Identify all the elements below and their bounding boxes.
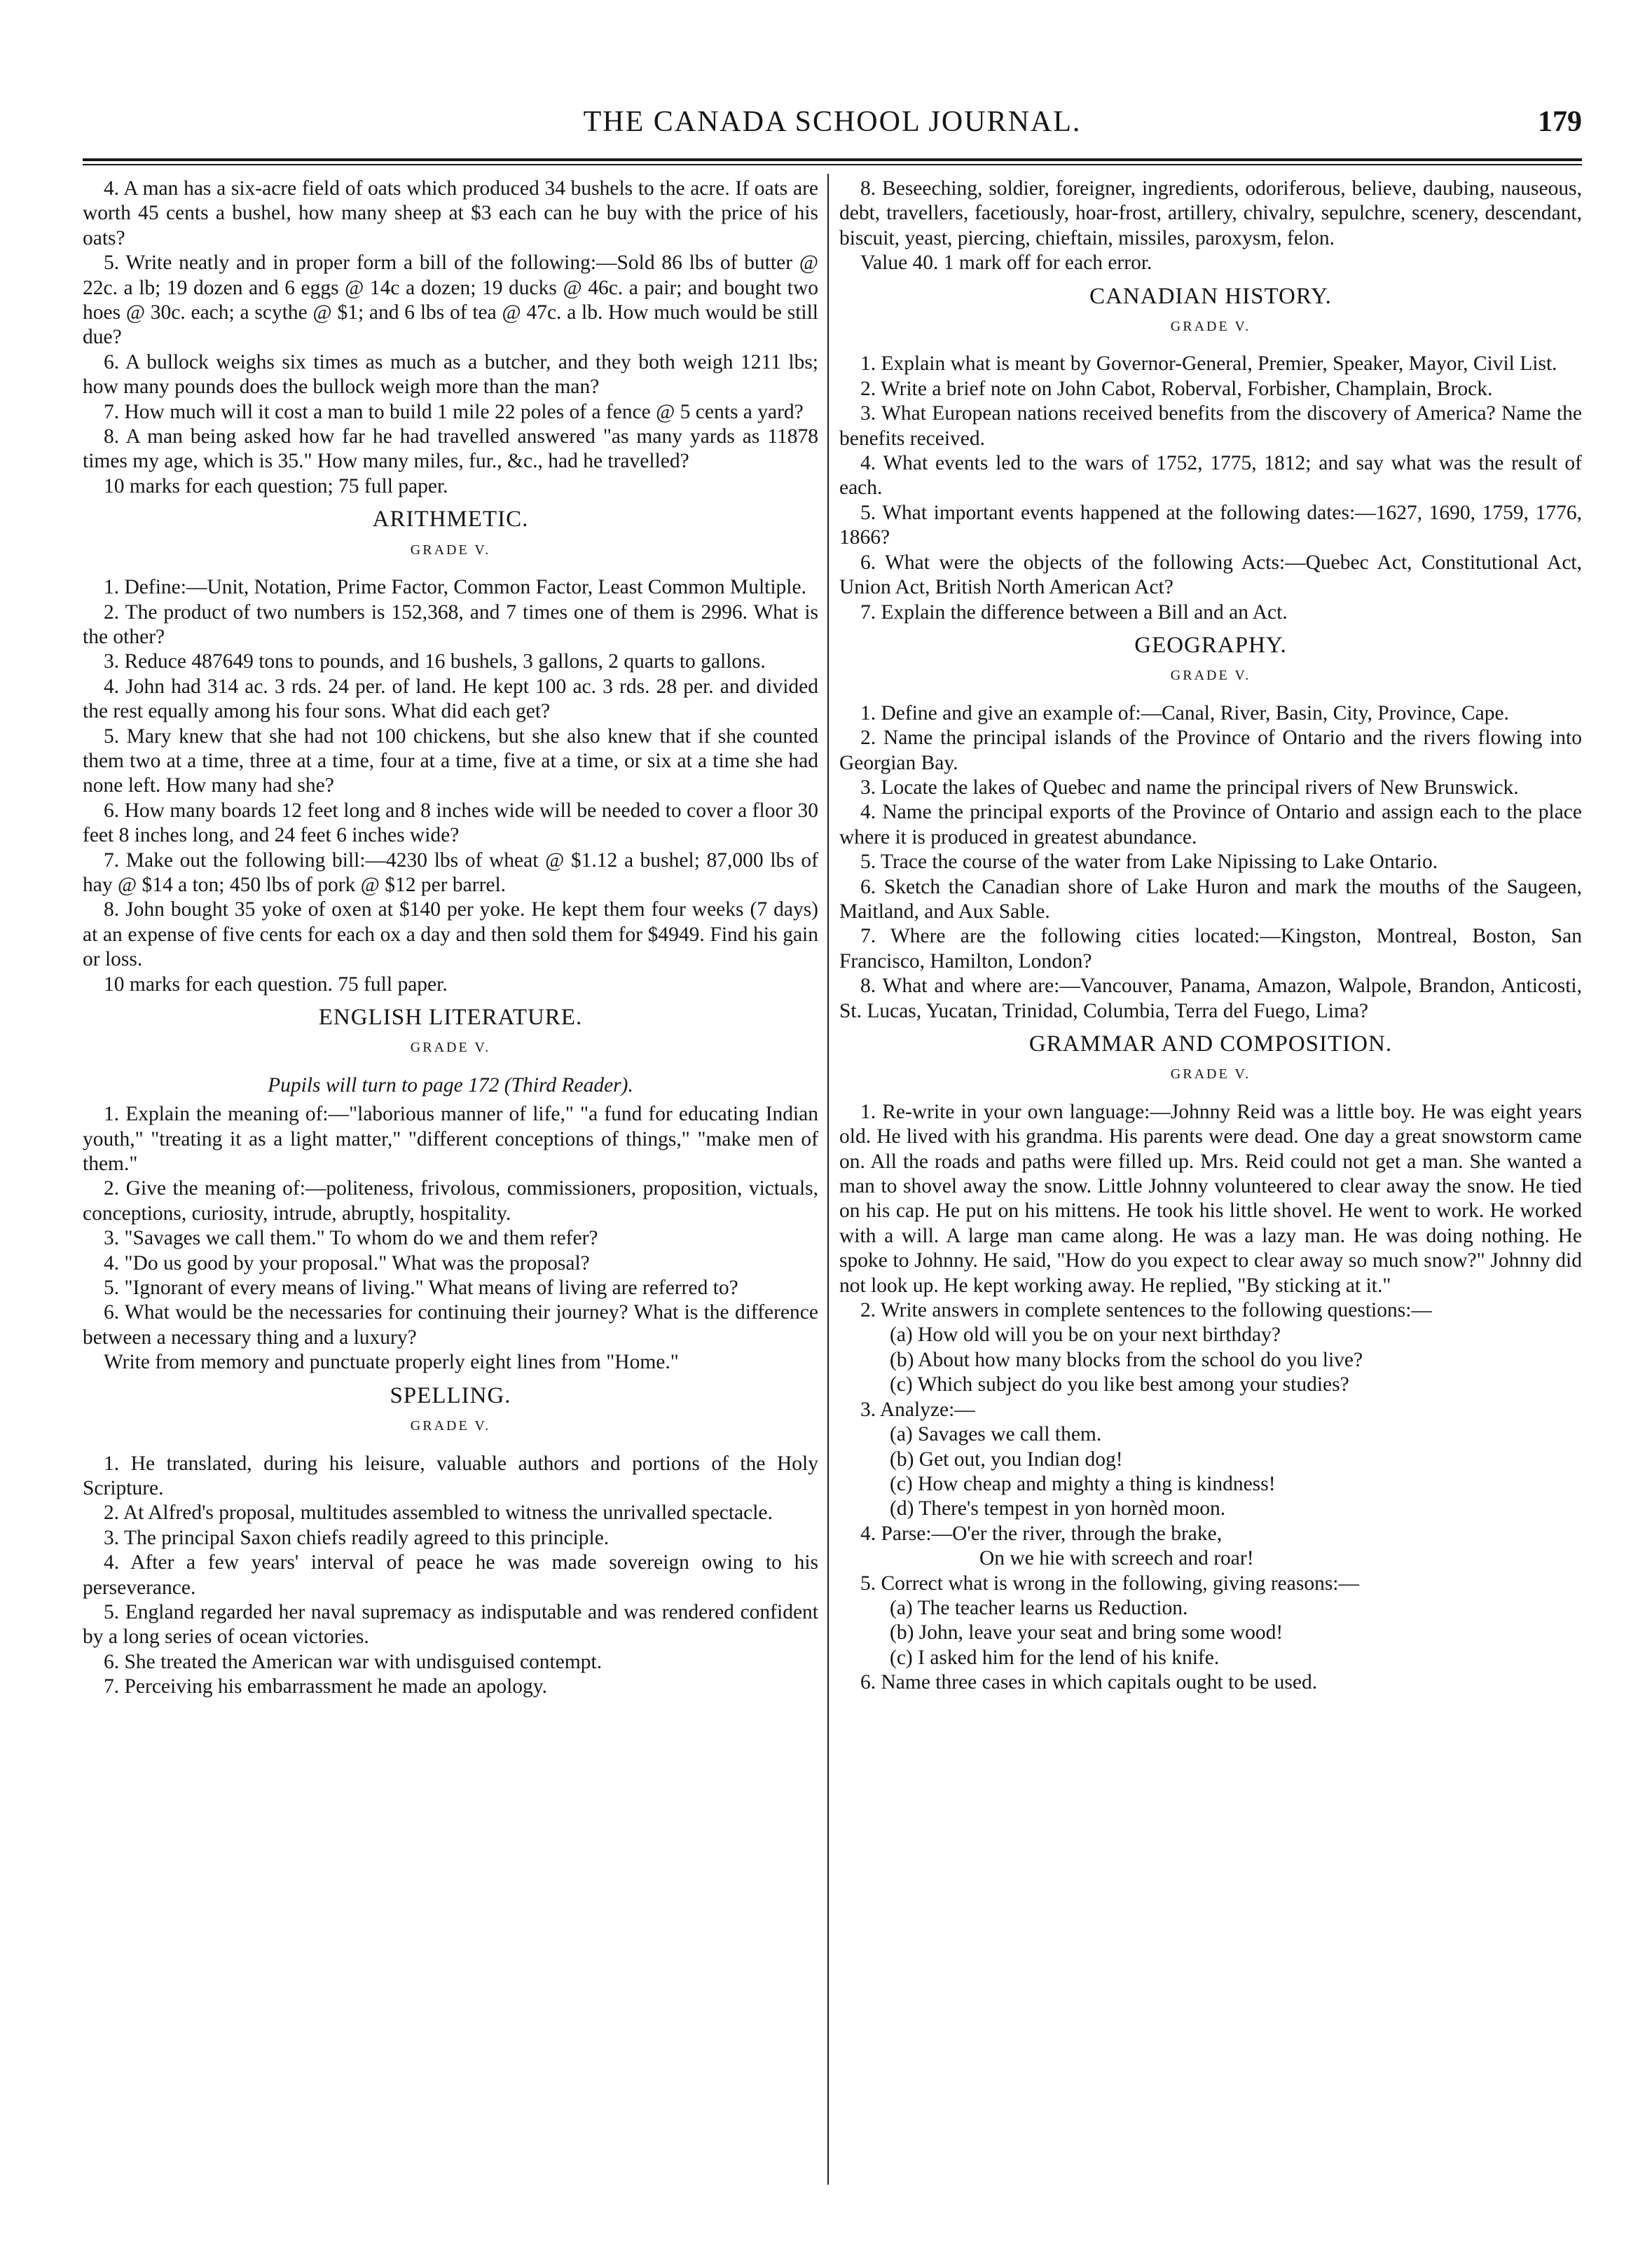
arithmetic-item: 4. John had 314 ac. 3 rds. 24 per. of land. He kept 100 ac. 3 rds. 28 per. and divided the rest equally among his four sons. What did each get? (83, 675, 818, 723)
grammar-question: 1. Re-write in your own language:—Johnny Reid was a little boy. He was eight years old. He lived with his grandma. His parents were dead. One day a great snowstorm came on. All the roads and paths were filled up. Mrs. Reid could not get a man. She wanted a man to shovel away the snow. Little Johnny volunteered to clear away the snow. He tied on his cap. He put on his mittens. He took his little shovel. He went to work. He worked with a will. A large man came along. He was a lazy man. He was doing nothing. He spoke to Johnny. He said, "How do you expect to clear away so much snow?" Johnny did not look up. He kept working away. He replied, "By sticking at it." (839, 1100, 1582, 1297)
spelling-item: 6. She treated the American war with undisguised contempt. (104, 1650, 603, 1673)
history-item: 2. Write a brief note on John Cabot, Roberval, Forbisher, Champlain, Brock. (860, 377, 1493, 400)
section-heading-english: ENGLISH LITERATURE. (318, 1005, 583, 1030)
column-divider (827, 174, 829, 2185)
left-column (83, 177, 818, 1700)
history-item: 5. What important events happened at the following dates:—1627, 1690, 1759, 1776, 1866? (839, 501, 1582, 549)
section-heading-grammar: GRAMMAR AND COMPOSITION. (1028, 1031, 1393, 1057)
grammar-subitem: (b) About how many blocks from the school do you live? (890, 1348, 1363, 1371)
grammar-subitem: (b) John, leave your seat and bring some wood! (890, 1621, 1283, 1644)
grammar-subitem: (d) There's tempest in yon hornèd moon. (890, 1497, 1226, 1520)
arith-cont-item: 5. Write neatly and in proper form a bill of the following:—Sold 86 lbs of butter @ 22c. a lb; 19 dozen and 6 eggs @ 14c a dozen; 19 ducks @ 46c. a pair; and bought two hoes @ 30c. each; a scythe @ $1; and 6 lbs of tea @ 47c. a lb. How much would be still due? (83, 252, 818, 349)
geography-item: 8. What and where are:—Vancouver, Panama, Amazon, Walpole, Brandon, Anticosti, St. Lucas, Yucatan, Trinidad, Columbia, Terra del Fuego, Lima? (839, 975, 1582, 1022)
arith-cont-item: 4. A man has a six-acre field of oats which produced 34 bushels to the acre. If oats are worth 45 cents a bushel, how many sheep at $3 each can he buy with the price of his oats? (83, 177, 818, 249)
header-rule-thin (83, 164, 1582, 165)
geography-item: 7. Where are the following cities located:—Kingston, Montreal, Boston, San Francisco, Hamilton, London? (839, 925, 1582, 973)
grade-label: GRADE V. (1170, 668, 1251, 684)
grade-label: GRADE V. (1170, 319, 1251, 335)
english-item: 5. "Ignorant of every means of living." What means of living are referred to? (104, 1277, 738, 1300)
grammar-question: 3. Analyze:— (860, 1398, 975, 1421)
geography-item: 2. Name the principal islands of the Province of Ontario and the rivers flowing into Georgian Bay. (839, 727, 1582, 774)
grammar-question: 6. Name three cases in which capitals ought to be used. (860, 1671, 1318, 1694)
section-heading-history: CANADIAN HISTORY. (1089, 283, 1332, 309)
grammar-subitem: (a) Savages we call them. (890, 1423, 1102, 1446)
section-heading-geography: GEOGRAPHY. (1134, 632, 1287, 658)
grammar-question: 5. Correct what is wrong in the following, giving reasons:— (860, 1572, 1359, 1595)
history-item: 7. Explain the difference between a Bill and an Act. (860, 600, 1288, 624)
arithmetic-item: 7. Make out the following bill:—4230 lbs of wheat @ $1.12 a bushel; 87,000 lbs of hay @ $14 a ton; 450 lbs of pork @ $12 per barrel. (83, 848, 818, 896)
right-column (839, 177, 1582, 1696)
spelling-item: 7. Perceiving his embarrassment he made an apology. (104, 1675, 547, 1698)
arithmetic-item: 6. How many boards 12 feet long and 8 inches wide will be needed to cover a floor 30 feet 8 inches long, and 24 feet 6 inches wide? (83, 799, 818, 847)
arith-cont-item: 6. A bullock weighs six times as much as a butcher, and they both weigh 1211 lbs; how many pounds does the bullock weigh more than the man? (83, 350, 818, 399)
spelling-cont-item: Value 40. 1 mark off for each error. (860, 252, 1152, 275)
spelling-item: 3. The principal Saxon chiefs readily agreed to this principle. (104, 1526, 610, 1549)
section-heading-spelling: SPELLING. (390, 1382, 511, 1408)
arith-cont-item: 10 marks for each question; 75 full paper. (104, 474, 448, 497)
grammar-subitem: (c) How cheap and mighty a thing is kindness! (890, 1472, 1276, 1495)
grammar-subitem: (c) I asked him for the lend of his knife. (890, 1646, 1220, 1669)
section-heading-arithmetic: ARITHMETIC. (372, 507, 529, 532)
english-item: 3. "Savages we call them." To whom do we and them refer? (104, 1227, 598, 1250)
history-item: 4. What events led to the wars of 1752, 1775, 1812; and say what was the result of each. (839, 452, 1582, 500)
arithmetic-item: 2. The product of two numbers is 152,368, and 7 times one of them is 2996. What is the other? (83, 600, 818, 648)
arithmetic-item: 3. Reduce 487649 tons to pounds, and 16 bushels, 3 gallons, 2 quarts to gallons. (104, 650, 766, 673)
header-rule (83, 158, 1582, 161)
spelling-item: 2. At Alfred's proposal, multitudes assembled to witness the unrivalled spectacle. (104, 1502, 773, 1525)
page-number: 179 (1538, 106, 1582, 138)
arith-cont-item: 8. A man being asked how far he had travelled answered "as many yards as 11878 times my age, which is 35." How many miles, fur., &c., had he travelled? (83, 425, 818, 473)
grammar-subitem: (c) Which subject do you like best among your studies? (890, 1373, 1349, 1396)
history-item: 3. What European nations received benefits from the discovery of America? Name the benefits received. (839, 402, 1582, 450)
grade-label: GRADE V. (1170, 1066, 1251, 1083)
geography-item: 3. Locate the lakes of Quebec and name the principal rivers of New Brunswick. (860, 776, 1519, 799)
spelling-cont-item: 8. Beseeching, soldier, foreigner, ingredients, odoriferous, believe, daubing, nauseous, debt, travellers, facetiously, hoar-frost, artillery, chivalry, sepulchre, scenery, descendant, biscuit, yeast, piercing, chieftain, missiles, paroxysm, felon. (839, 177, 1582, 249)
grammar-subitem: (a) The teacher learns us Reduction. (890, 1596, 1188, 1619)
grade-label: GRADE V. (410, 1040, 491, 1056)
geography-item: 1. Define and give an example of:—Canal, River, Basin, City, Province, Cape. (860, 701, 1509, 724)
arithmetic-item: 1. Define:—Unit, Notation, Prime Factor, Common Factor, Least Common Multiple. (104, 576, 806, 599)
history-item: 6. What were the objects of the following Acts:—Quebec Act, Constitutional Act, Union Act, British North American Act? (839, 551, 1582, 599)
history-item: 1. Explain what is meant by Governor-General, Premier, Speaker, Mayor, Civil List. (860, 352, 1557, 376)
arithmetic-item: 8. John bought 35 yoke of oxen at $140 per yoke. He kept them four weeks (7 days) at an expense of five cents for each ox a day and then sold them for $4949. Find his gain or loss. (83, 898, 818, 971)
english-item: 2. Give the meaning of:—politeness, frivolous, commissioners, proposition, victuals, conceptions, curiosity, intrude, abruptly, hospitality. (83, 1177, 818, 1225)
grammar-question: 4. Parse:—O'er the river, through the brake, (860, 1522, 1223, 1545)
english-item: 1. Explain the meaning of:—"laborious manner of life," "a fund for educating Indian youth," "treating it as a light matter," "different conceptions of things," "make men of them." (83, 1103, 818, 1176)
english-note: Pupils will turn to page 172 (Third Reader). (268, 1073, 633, 1097)
english-item: 6. What would be the necessaries for continuing their journey? What is the difference between a necessary thing and a luxury? (83, 1301, 818, 1349)
spelling-item: 4. After a few years' interval of peace he was made sovereign owing to his perseverance. (83, 1551, 818, 1599)
spelling-item: 1. He translated, during his leisure, valuable authors and portions of the Holy Scripture. (83, 1452, 818, 1499)
page-header (83, 105, 1582, 147)
grade-label: GRADE V. (410, 542, 491, 558)
journal-title: THE CANADA SCHOOL JOURNAL. (583, 106, 1082, 138)
grammar-verse-line: On we hie with screech and roar! (979, 1547, 1254, 1570)
arithmetic-item: 10 marks for each question. 75 full paper. (104, 973, 448, 996)
english-item: 4. "Do us good by your proposal." What was the proposal? (104, 1251, 590, 1274)
arithmetic-item: 5. Mary knew that she had not 100 chickens, but she also knew that if she counted them two at a time, three at a time, four at a time, five at a time, or six at a time she had none left. How many had she? (83, 724, 818, 797)
arith-cont-item: 7. How much will it cost a man to build 1 mile 22 poles of a fence @ 5 cents a yard? (104, 400, 804, 423)
spelling-item: 5. England regarded her naval supremacy as indisputable and was rendered confident by a long series of ocean victories. (83, 1600, 818, 1649)
geography-item: 6. Sketch the Canadian shore of Lake Huron and mark the mouths of the Saugeen, Maitland, and Aux Sable. (839, 875, 1582, 923)
grammar-question: 2. Write answers in complete sentences to the following questions:— (860, 1299, 1432, 1322)
geography-item: 5. Trace the course of the water from Lake Nipissing to Lake Ontario. (860, 851, 1438, 874)
english-item: Write from memory and punctuate properly eight lines from "Home." (104, 1351, 679, 1374)
grade-label: GRADE V. (410, 1418, 491, 1434)
geography-item: 4. Name the principal exports of the Province of Ontario and assign each to the place where it is produced in greatest abundance. (839, 801, 1582, 848)
grammar-subitem: (b) Get out, you Indian dog! (890, 1448, 1123, 1471)
grammar-subitem: (a) How old will you be on your next birthday? (890, 1324, 1281, 1347)
